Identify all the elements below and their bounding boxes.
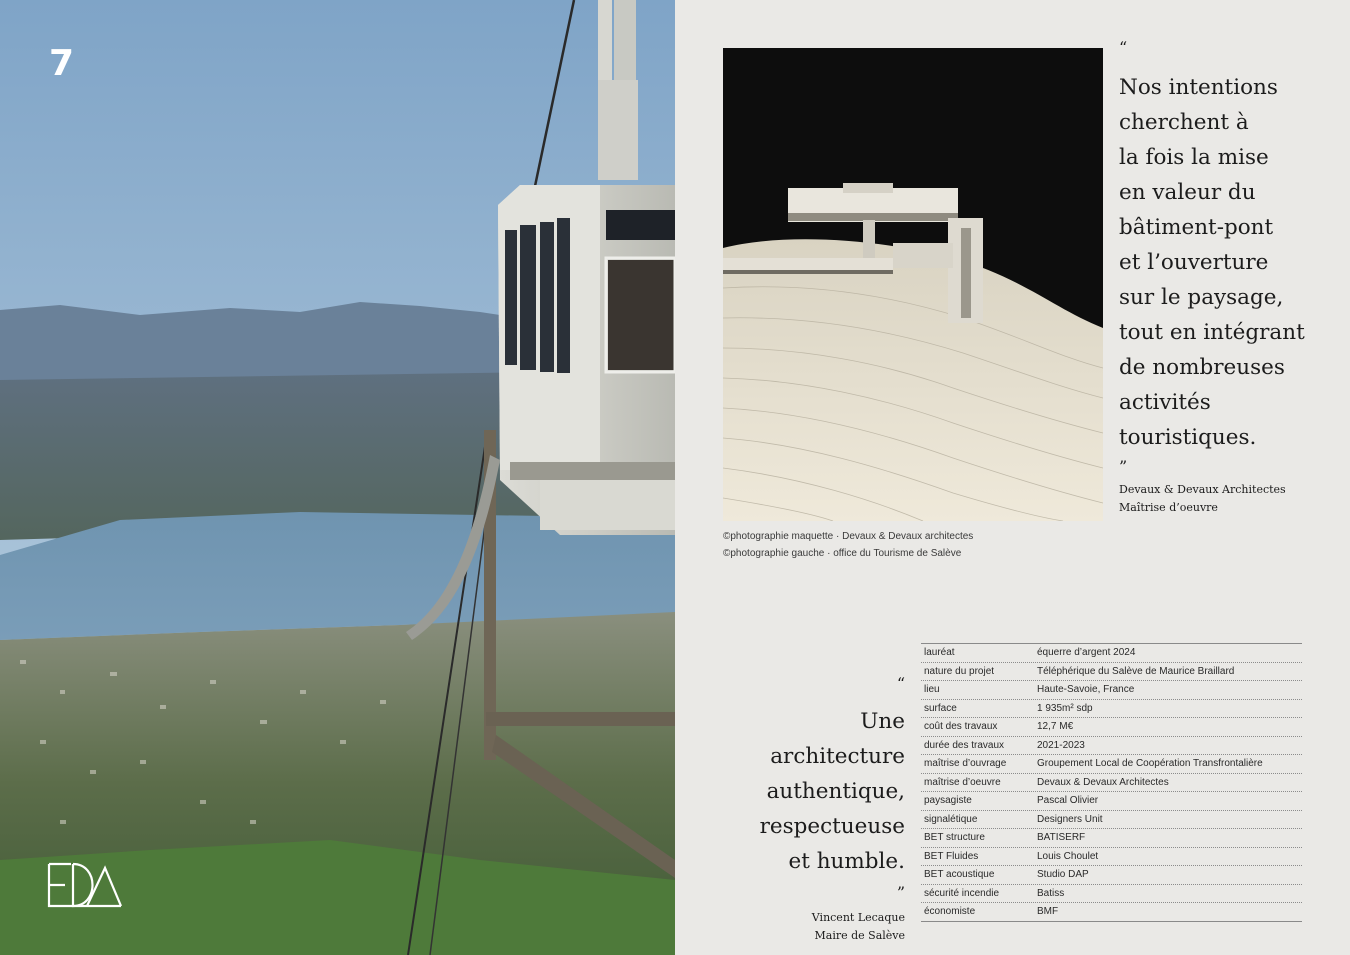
fact-row	[921, 718, 1302, 737]
fact-value: Haute-Savoie, France	[1037, 684, 1135, 695]
fact-row	[921, 811, 1302, 830]
fact-key: BET acoustique	[924, 869, 995, 880]
fact-value: Designers Unit	[1037, 813, 1103, 825]
project-facts-table	[921, 643, 1302, 922]
quote-line: respectueuse	[759, 814, 905, 839]
open-quote-mark: “	[896, 674, 905, 693]
quote-line: Une architecture	[770, 709, 905, 769]
quote-line: tout en intégrant	[1119, 320, 1305, 345]
fact-value: Devaux & Devaux Architectes	[1037, 776, 1169, 788]
architect-quote-text	[1119, 70, 1344, 455]
fact-value: équerre d’argent 2024	[1037, 647, 1136, 658]
fact-key: économiste	[924, 906, 976, 917]
fact-key: maîtrise d’ouvrage	[924, 758, 1007, 769]
close-quote-mark: ”	[1119, 457, 1128, 476]
quote-line: bâtiment-pont	[1119, 215, 1274, 240]
fact-value: Louis Choulet	[1037, 850, 1099, 862]
fact-value: BMF	[1037, 906, 1059, 917]
quote-line: de nombreuses	[1119, 355, 1285, 380]
quote-line: touristiques.	[1119, 425, 1257, 450]
fact-value: Téléphérique du Salève de Maurice Braillard	[1037, 665, 1235, 677]
fact-key: paysagiste	[924, 795, 972, 806]
credit-model: ©photographie maquette · Devaux & Devaux architectes	[723, 531, 974, 542]
fact-row	[921, 792, 1302, 811]
fact-key: sécurité incendie	[924, 887, 1000, 899]
fact-value: Studio DAP	[1037, 869, 1089, 880]
fact-row	[921, 885, 1302, 904]
quote-line: et l’ouverture	[1119, 250, 1269, 275]
architect-attribution	[1119, 481, 1344, 517]
fact-value: Batiss	[1037, 887, 1065, 899]
mayor-quote-text	[725, 704, 905, 879]
fact-value: Groupement Local de Coopération Transfrontalière	[1037, 758, 1263, 769]
quote-line: et humble.	[788, 849, 905, 874]
quote-line: sur le paysage,	[1119, 285, 1284, 310]
quote-line: la fois la mise	[1119, 145, 1269, 170]
fact-key: nature du projet	[924, 665, 995, 677]
fact-key: durée des travaux	[924, 739, 1005, 751]
quote-line: activités	[1119, 390, 1211, 415]
fact-value: 12,7 M€	[1037, 721, 1074, 732]
model-photo-icon	[723, 48, 1103, 521]
fact-row	[921, 774, 1302, 793]
fact-key: maîtrise d’oeuvre	[924, 776, 1001, 788]
fact-row	[921, 903, 1302, 922]
fact-row	[921, 829, 1302, 848]
fact-key: surface	[924, 702, 957, 714]
fact-row	[921, 681, 1302, 700]
quote-line: Nos intentions	[1119, 75, 1278, 100]
photo-credits	[723, 528, 973, 562]
fact-row	[921, 848, 1302, 867]
attribution-author: Devaux & Devaux Architectes	[1119, 483, 1286, 496]
fact-key: lauréat	[924, 647, 955, 658]
fact-row	[921, 737, 1302, 756]
fact-value: Pascal Olivier	[1037, 795, 1099, 806]
fact-row	[921, 700, 1302, 719]
credit-left-photo: ©photographie gauche · office du Tourisme de Salève	[723, 548, 962, 559]
fact-key: lieu	[924, 684, 940, 695]
attribution-role: Maîtrise d’oeuvre	[1119, 501, 1218, 514]
quote-line: cherchent à	[1119, 110, 1249, 135]
fact-key: signalétique	[924, 813, 978, 825]
quote-line: authentique,	[766, 779, 905, 804]
fact-row	[921, 644, 1302, 663]
page-number: 7	[49, 43, 74, 84]
fact-row	[921, 866, 1302, 885]
mayor-quote	[725, 676, 905, 945]
mayor-attribution	[725, 909, 905, 945]
fact-key: coût des travaux	[924, 721, 998, 732]
attribution-author: Vincent Lecaque	[811, 911, 905, 924]
open-quote-mark: “	[1119, 38, 1128, 57]
architecture-model-photo	[723, 48, 1103, 521]
right-page	[675, 0, 1350, 955]
architect-quote	[1119, 40, 1344, 517]
fact-key: BET Fluides	[924, 850, 979, 862]
fact-value: BATISERF	[1037, 832, 1086, 843]
close-quote-mark: ”	[896, 883, 905, 902]
fact-value: 1 935m² sdp	[1037, 702, 1093, 714]
attribution-role: Maire de Salève	[814, 929, 905, 942]
fact-row	[921, 663, 1302, 682]
fact-key: BET structure	[924, 832, 985, 843]
fact-row	[921, 755, 1302, 774]
eda-logo-icon	[47, 862, 123, 908]
quote-line: en valeur du	[1119, 180, 1256, 205]
fact-value: 2021-2023	[1037, 739, 1085, 751]
